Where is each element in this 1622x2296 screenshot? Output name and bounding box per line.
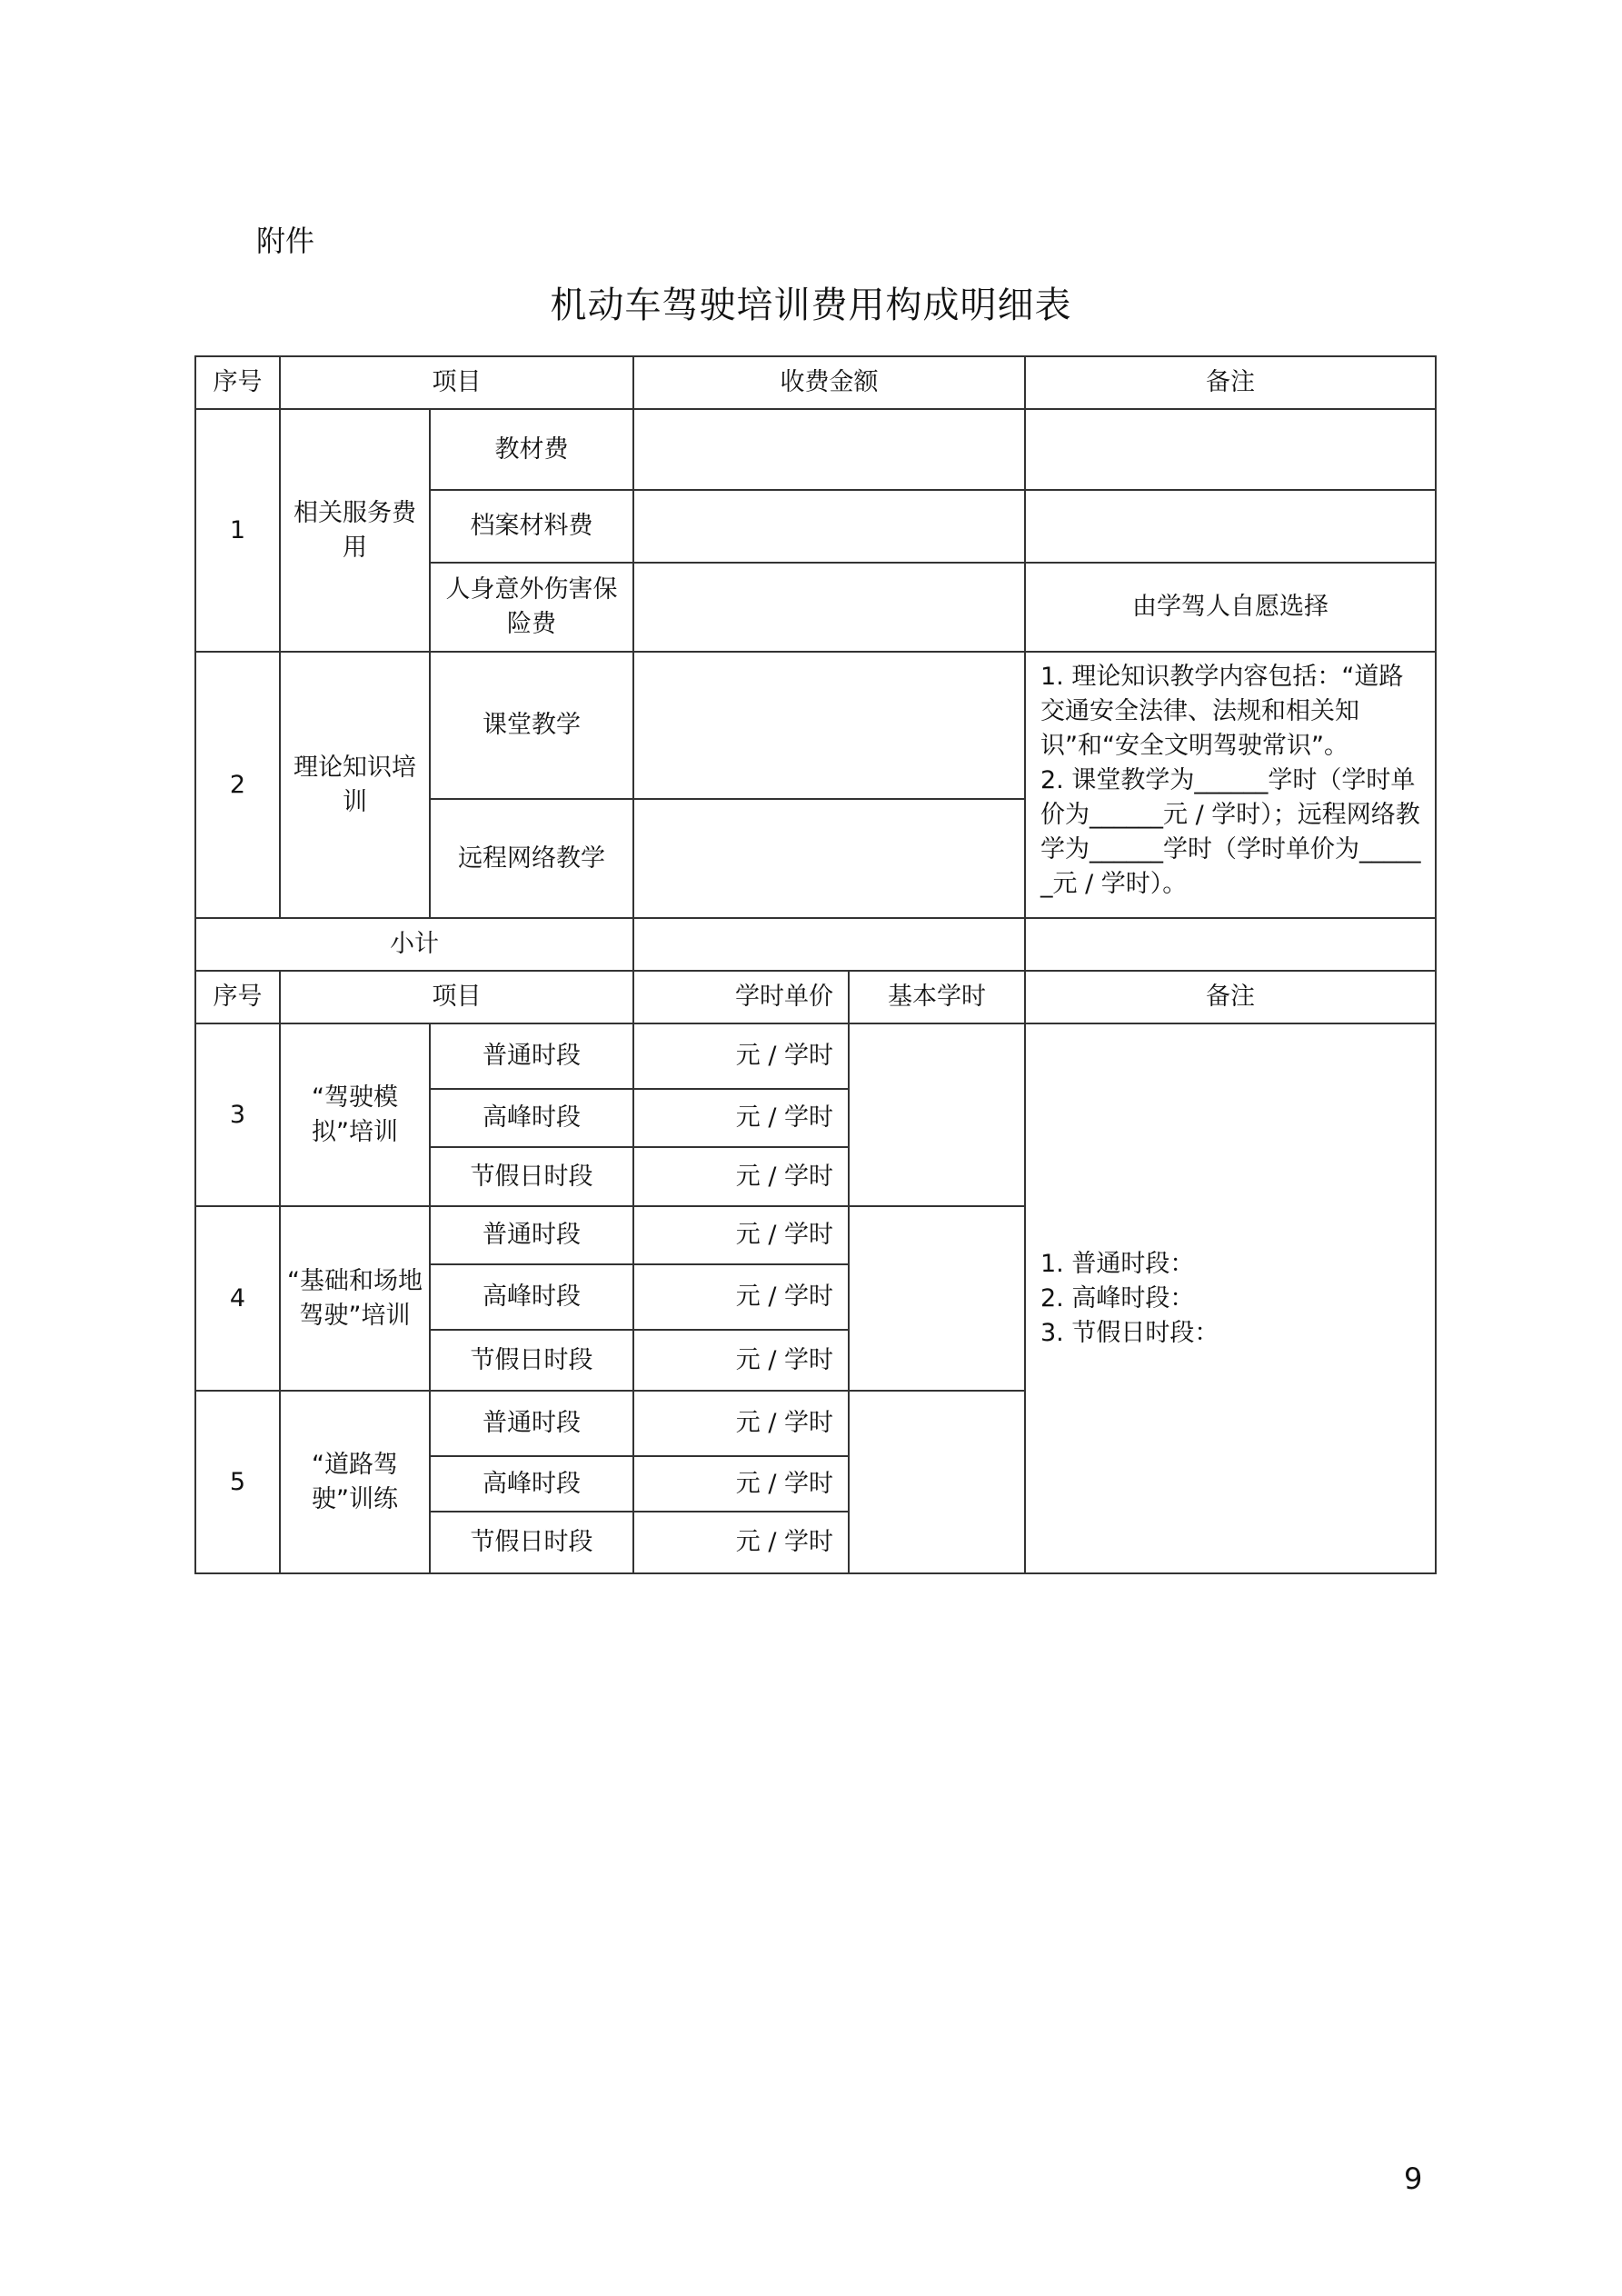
row-seq: 2 [195, 652, 280, 918]
unit-price-cell: 元 / 学时 [633, 1206, 849, 1264]
period-label: 节假日时段 [430, 1512, 633, 1573]
attachment-label: 附件 [256, 224, 315, 258]
table-row [195, 1023, 1436, 1089]
header-seq: 序号 [195, 971, 280, 1023]
remark-line: 3. 节假日时段： [1040, 1318, 1219, 1347]
unit-price-cell: 元 / 学时 [633, 1456, 849, 1512]
table-row [195, 409, 1436, 490]
theory-remark [1025, 652, 1436, 918]
row-seq: 5 [195, 1391, 280, 1573]
remark-cell: 由学驾人自愿选择 [1025, 563, 1436, 652]
row-category: “基础和场地驾驶”培训 [280, 1206, 430, 1391]
table-row [195, 652, 1436, 799]
period-label: 普通时段 [430, 1023, 633, 1089]
period-label: 节假日时段 [430, 1330, 633, 1391]
period-label: 高峰时段 [430, 1264, 633, 1330]
document-title: 机动车驾驶培训费用构成明细表 [550, 285, 1072, 326]
base-hours-cell [849, 1206, 1025, 1391]
header-seq: 序号 [195, 356, 280, 409]
row-seq: 4 [195, 1206, 280, 1391]
remark-cell [1025, 409, 1436, 490]
header-item: 项目 [280, 971, 633, 1023]
header-amount: 收费金额 [633, 356, 1025, 409]
unit-price-cell: 元 / 学时 [633, 1330, 849, 1391]
period-label: 高峰时段 [430, 1089, 633, 1147]
subtotal-remark [1025, 918, 1436, 971]
amount-cell [633, 652, 1025, 799]
table-header-row [195, 356, 1436, 409]
amount-cell [633, 799, 1025, 918]
period-label: 普通时段 [430, 1391, 633, 1456]
row-category: “驾驶模拟”培训 [280, 1023, 430, 1206]
remark-line: 2. 课堂教学为______学时（学时单价为______元 / 学时）；远程网络教学为______学时（学时单价为______元 / 学时）。 [1040, 766, 1421, 898]
row-category: 相关服务费用 [280, 409, 430, 652]
header-unit-price: 学时单价 [633, 971, 849, 1023]
page-number: 9 [1404, 2161, 1423, 2196]
unit-price-cell: 元 / 学时 [633, 1512, 849, 1573]
subtotal-amount [633, 918, 1025, 971]
remark-line: 2. 高峰时段： [1040, 1283, 1195, 1313]
table-header-row [195, 971, 1436, 1023]
header-item: 项目 [280, 356, 633, 409]
unit-price-cell: 元 / 学时 [633, 1264, 849, 1330]
row-seq: 1 [195, 409, 280, 652]
row-item: 远程网络教学 [430, 799, 633, 918]
row-category: “道路驾驶”训练 [280, 1391, 430, 1573]
row-item: 档案材料费 [430, 490, 633, 563]
unit-price-cell: 元 / 学时 [633, 1147, 849, 1206]
remark-line: 1. 普通时段： [1040, 1249, 1195, 1278]
remark-line: 1. 理论知识教学内容包括：“道路交通安全法律、法规和相关知识”和“安全文明驾驶常识”。 [1040, 663, 1404, 760]
period-label: 高峰时段 [430, 1456, 633, 1512]
unit-price-cell: 元 / 学时 [633, 1023, 849, 1089]
row-category: 理论知识培训 [280, 652, 430, 918]
training-remark [1025, 1023, 1436, 1573]
header-remark: 备注 [1025, 971, 1436, 1023]
base-hours-cell [849, 1391, 1025, 1573]
row-item: 课堂教学 [430, 652, 633, 799]
unit-price-cell: 元 / 学时 [633, 1089, 849, 1147]
header-remark: 备注 [1025, 356, 1436, 409]
row-item: 人身意外伤害保险费 [430, 563, 633, 652]
subtotal-label: 小计 [195, 918, 633, 971]
period-label: 普通时段 [430, 1206, 633, 1264]
subtotal-row [195, 918, 1436, 971]
amount-cell [633, 409, 1025, 490]
row-seq: 3 [195, 1023, 280, 1206]
period-label: 节假日时段 [430, 1147, 633, 1206]
unit-price-cell: 元 / 学时 [633, 1391, 849, 1456]
fee-breakdown-table [194, 355, 1437, 1574]
amount-cell [633, 490, 1025, 563]
row-item: 教材费 [430, 409, 633, 490]
header-base-hours: 基本学时 [849, 971, 1025, 1023]
remark-cell [1025, 490, 1436, 563]
amount-cell [633, 563, 1025, 652]
base-hours-cell [849, 1023, 1025, 1206]
